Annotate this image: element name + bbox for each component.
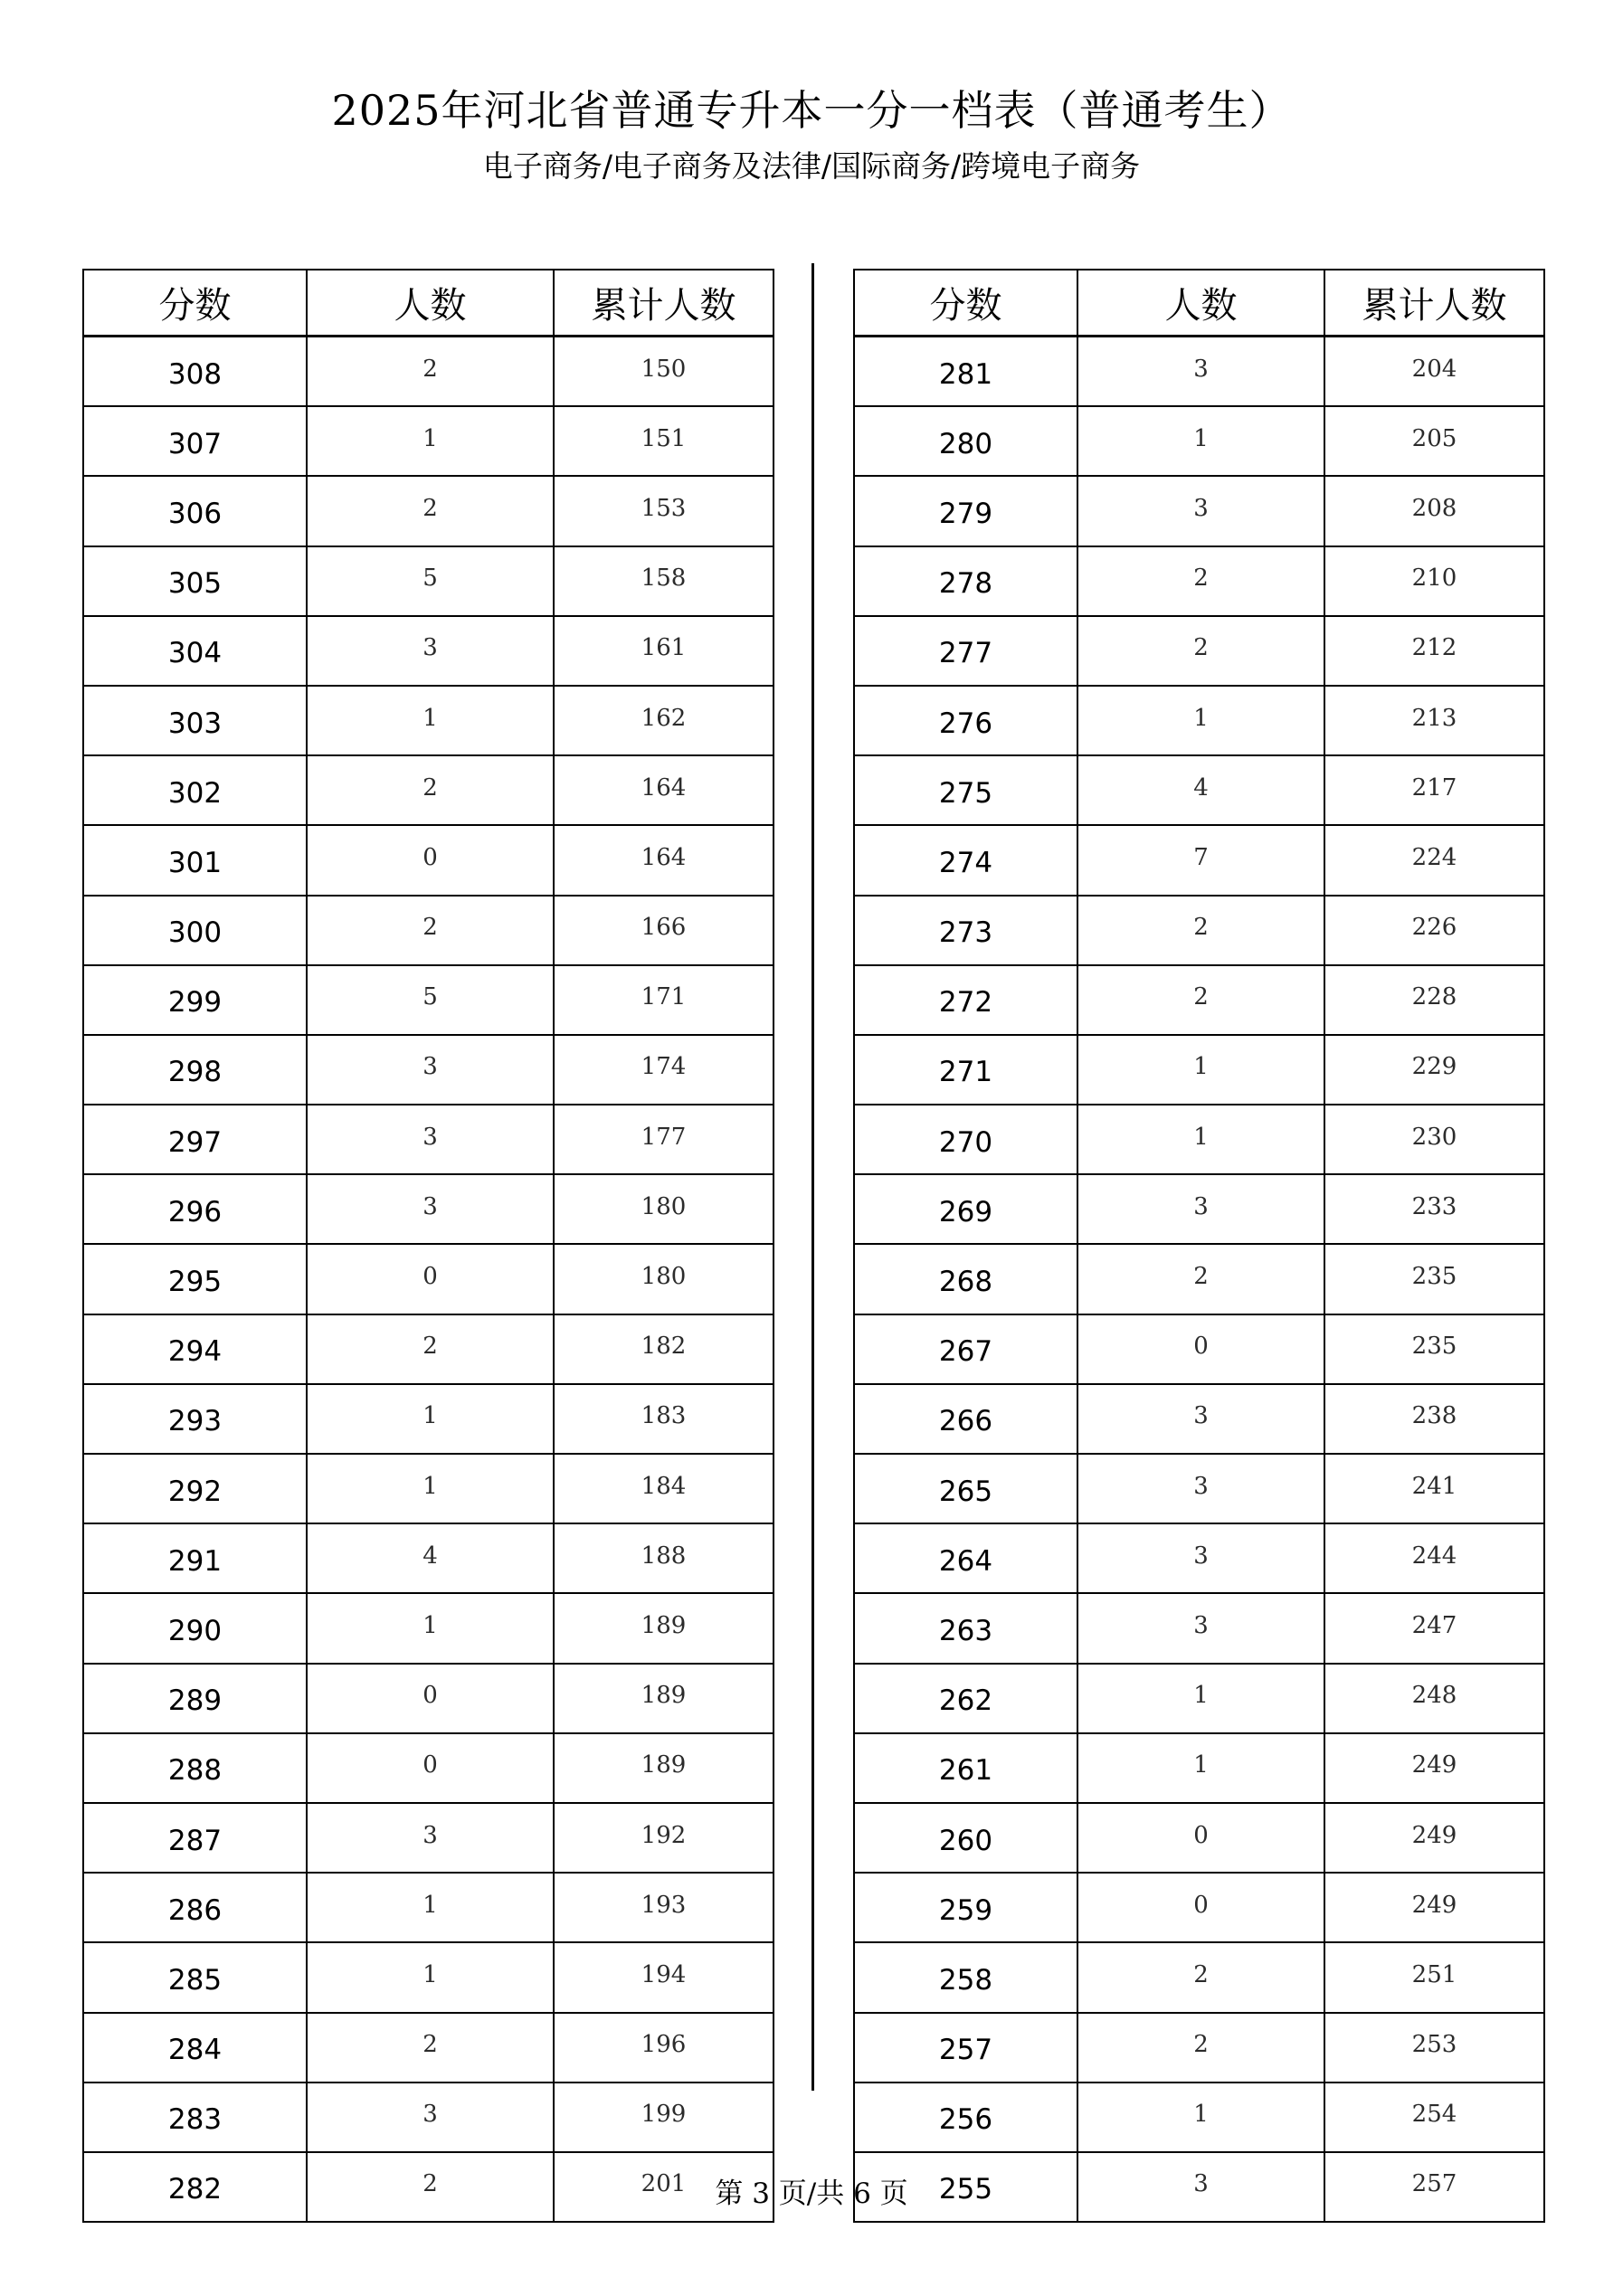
cell-cumulative: 180 [554,1244,774,1314]
cell-cumulative: 212 [1324,616,1544,686]
cell-score: 299 [83,965,307,1035]
cell-count: 3 [307,1803,554,1873]
cell-score: 293 [83,1384,307,1454]
cell-score: 278 [854,546,1077,616]
table-row [854,337,1544,407]
table-row [854,476,1544,546]
cell-score: 273 [854,896,1077,965]
table-row [854,2013,1544,2083]
cell-cumulative: 150 [554,337,774,407]
cell-score: 302 [83,755,307,825]
cell-score: 264 [854,1523,1077,1593]
cell-count: 1 [307,1384,554,1454]
cell-cumulative: 192 [554,1803,774,1873]
cell-score: 287 [83,1803,307,1873]
cell-cumulative: 226 [1324,896,1544,965]
table-row [83,1105,774,1174]
cell-cumulative: 204 [1324,337,1544,407]
cell-cumulative: 193 [554,1873,774,1942]
cell-score: 304 [83,616,307,686]
cell-score: 270 [854,1105,1077,1174]
cell-score: 289 [83,1664,307,1733]
table-row [854,1035,1544,1105]
table-row [83,965,774,1035]
table-row [854,686,1544,755]
table-row [83,2083,774,2152]
table-row [854,755,1544,825]
cell-score: 308 [83,337,307,407]
page-title: 2025年河北省普通专升本一分一档表（普通考生） [331,86,1292,135]
cell-cumulative: 217 [1324,755,1544,825]
cell-count: 2 [307,476,554,546]
cell-count: 3 [1077,2152,1324,2222]
cell-count: 3 [1077,1454,1324,1523]
header-count: 人数 [1077,270,1324,337]
cell-cumulative: 164 [554,755,774,825]
cell-count: 3 [307,1035,554,1105]
cell-cumulative: 208 [1324,476,1544,546]
table-row [83,616,774,686]
cell-count: 3 [307,1174,554,1244]
cell-count: 1 [1077,1035,1324,1105]
cell-score: 266 [854,1384,1077,1454]
cell-score: 280 [854,406,1077,476]
cell-cumulative: 249 [1324,1733,1544,1803]
table-row [854,825,1544,895]
cell-cumulative: 194 [554,1942,774,2012]
cell-count: 1 [1077,1105,1324,1174]
header-score: 分数 [83,270,307,337]
cell-cumulative: 171 [554,965,774,1035]
table-row [854,1942,1544,2012]
cell-score: 277 [854,616,1077,686]
header-cumulative: 累计人数 [554,270,774,337]
cell-count: 1 [307,1454,554,1523]
cell-cumulative: 249 [1324,1873,1544,1942]
table-row [854,1733,1544,1803]
cell-count: 2 [1077,1942,1324,2012]
cell-cumulative: 244 [1324,1523,1544,1593]
cell-cumulative: 230 [1324,1105,1544,1174]
cell-score: 275 [854,755,1077,825]
cell-score: 269 [854,1174,1077,1244]
table-row [854,406,1544,476]
cell-count: 1 [307,1942,554,2012]
table-row [83,1244,774,1314]
table-row [854,896,1544,965]
table-row [854,1803,1544,1873]
cell-score: 296 [83,1174,307,1244]
cell-count: 0 [1077,1803,1324,1873]
table-row [854,1454,1544,1523]
cell-cumulative: 188 [554,1523,774,1593]
header-count: 人数 [307,270,554,337]
cell-count: 7 [1077,825,1324,895]
column-divider [812,263,814,2091]
table-row [83,406,774,476]
cell-count: 0 [1077,1314,1324,1384]
table-row [854,1314,1544,1384]
table-row [854,1105,1544,1174]
table-row [83,337,774,407]
cell-count: 1 [1077,686,1324,755]
cell-cumulative: 196 [554,2013,774,2083]
cell-count: 2 [1077,616,1324,686]
cell-cumulative: 249 [1324,1803,1544,1873]
cell-score: 298 [83,1035,307,1105]
cell-count: 1 [1077,1733,1324,1803]
cell-cumulative: 228 [1324,965,1544,1035]
cell-score: 294 [83,1314,307,1384]
cell-cumulative: 189 [554,1664,774,1733]
cell-cumulative: 213 [1324,686,1544,755]
cell-count: 2 [1077,546,1324,616]
cell-count: 0 [307,1733,554,1803]
cell-count: 3 [1077,1593,1324,1663]
cell-cumulative: 174 [554,1035,774,1105]
cell-count: 3 [1077,1174,1324,1244]
header-score: 分数 [854,270,1077,337]
cell-score: 286 [83,1873,307,1942]
cell-cumulative: 166 [554,896,774,965]
cell-score: 288 [83,1733,307,1803]
table-row [854,1244,1544,1314]
cell-cumulative: 251 [1324,1942,1544,2012]
cell-score: 261 [854,1733,1077,1803]
cell-cumulative: 224 [1324,825,1544,895]
table-row [854,616,1544,686]
cell-count: 3 [1077,1523,1324,1593]
cell-cumulative: 161 [554,616,774,686]
cell-score: 290 [83,1593,307,1663]
table-row [83,1174,774,1244]
page-subtitle: 电子商务/电子商务及法律/国际商务/跨境电子商务 [482,148,1141,184]
cell-count: 1 [307,686,554,755]
table-header-row [83,270,774,337]
score-table-left [82,269,774,2223]
cell-count: 1 [1077,1664,1324,1733]
cell-score: 262 [854,1664,1077,1733]
cell-cumulative: 180 [554,1174,774,1244]
header-cumulative: 累计人数 [1324,270,1544,337]
cell-score: 279 [854,476,1077,546]
cell-count: 2 [1077,965,1324,1035]
cell-count: 2 [307,896,554,965]
cell-count: 2 [307,2013,554,2083]
cell-count: 2 [307,1314,554,1384]
cell-count: 2 [1077,896,1324,965]
table-row [83,1384,774,1454]
cell-count: 2 [1077,2013,1324,2083]
cell-cumulative: 182 [554,1314,774,1384]
cell-score: 295 [83,1244,307,1314]
cell-cumulative: 210 [1324,546,1544,616]
cell-cumulative: 235 [1324,1314,1544,1384]
cell-count: 1 [1077,406,1324,476]
table-row [854,1873,1544,1942]
cell-count: 1 [1077,2083,1324,2152]
cell-count: 3 [307,616,554,686]
cell-score: 256 [854,2083,1077,2152]
table-row [83,1314,774,1384]
cell-score: 283 [83,2083,307,2152]
cell-score: 271 [854,1035,1077,1105]
cell-score: 291 [83,1523,307,1593]
cell-cumulative: 241 [1324,1454,1544,1523]
cell-count: 3 [307,2083,554,2152]
cell-cumulative: 189 [554,1593,774,1663]
cell-count: 0 [307,825,554,895]
cell-cumulative: 253 [1324,2013,1544,2083]
cell-count: 4 [307,1523,554,1593]
cell-cumulative: 162 [554,686,774,755]
cell-score: 259 [854,1873,1077,1942]
cell-score: 307 [83,406,307,476]
table-row [854,2083,1544,2152]
cell-count: 1 [307,1593,554,1663]
table-row [854,1174,1544,1244]
table-row [854,965,1544,1035]
table-row [83,1733,774,1803]
table-row [83,2013,774,2083]
table-row [83,1803,774,1873]
cell-cumulative: 199 [554,2083,774,2152]
table-body-right [854,337,1544,2223]
cell-score: 265 [854,1454,1077,1523]
table-row [83,476,774,546]
cell-score: 258 [854,1942,1077,2012]
cell-cumulative: 238 [1324,1384,1544,1454]
cell-score: 297 [83,1105,307,1174]
table-row [83,1873,774,1942]
cell-score: 285 [83,1942,307,2012]
table-row [83,1593,774,1663]
cell-cumulative: 153 [554,476,774,546]
cell-cumulative: 158 [554,546,774,616]
table-row [854,1664,1544,1733]
table-header-row [854,270,1544,337]
cell-count: 5 [307,965,554,1035]
cell-score: 257 [854,2013,1077,2083]
cell-cumulative: 177 [554,1105,774,1174]
cell-score: 260 [854,1803,1077,1873]
cell-count: 3 [1077,1384,1324,1454]
cell-cumulative: 257 [1324,2152,1544,2222]
cell-count: 3 [1077,337,1324,407]
table-row [83,896,774,965]
cell-score: 276 [854,686,1077,755]
table-row [83,1664,774,1733]
cell-score: 300 [83,896,307,965]
cell-count: 2 [307,755,554,825]
table-row [83,1523,774,1593]
cell-score: 306 [83,476,307,546]
table-row [83,755,774,825]
cell-count: 2 [307,2152,554,2222]
cell-count: 0 [307,1244,554,1314]
table-row [854,546,1544,616]
cell-score: 272 [854,965,1077,1035]
cell-cumulative: 189 [554,1733,774,1803]
cell-count: 4 [1077,755,1324,825]
cell-cumulative: 205 [1324,406,1544,476]
score-table-right [853,269,1545,2223]
cell-score: 274 [854,825,1077,895]
cell-score: 284 [83,2013,307,2083]
cell-cumulative: 247 [1324,1593,1544,1663]
cell-score: 292 [83,1454,307,1523]
cell-score: 267 [854,1314,1077,1384]
cell-count: 0 [307,1664,554,1733]
cell-count: 2 [307,337,554,407]
table-row [83,1454,774,1523]
cell-count: 3 [307,1105,554,1174]
table-row [854,1523,1544,1593]
cell-score: 303 [83,686,307,755]
table-row [83,1942,774,2012]
cell-score: 281 [854,337,1077,407]
cell-count: 2 [1077,1244,1324,1314]
cell-count: 1 [307,1873,554,1942]
table-row [83,1035,774,1105]
cell-cumulative: 183 [554,1384,774,1454]
table-row [83,546,774,616]
table-row [83,825,774,895]
table-row [854,1593,1544,1663]
cell-count: 5 [307,546,554,616]
cell-cumulative: 233 [1324,1174,1544,1244]
cell-cumulative: 248 [1324,1664,1544,1733]
cell-count: 0 [1077,1873,1324,1942]
cell-cumulative: 164 [554,825,774,895]
cell-cumulative: 201 [554,2152,774,2222]
table-row [854,1384,1544,1454]
cell-cumulative: 254 [1324,2083,1544,2152]
cell-count: 3 [1077,476,1324,546]
cell-cumulative: 229 [1324,1035,1544,1105]
cell-score: 282 [83,2152,307,2222]
cell-score: 305 [83,546,307,616]
table-row [83,686,774,755]
cell-score: 255 [854,2152,1077,2222]
cell-score: 301 [83,825,307,895]
page-footer: 第 3 页/共 6 页 [715,2177,908,2210]
table-body-left [83,337,774,2223]
cell-count: 1 [307,406,554,476]
cell-score: 263 [854,1593,1077,1663]
cell-cumulative: 151 [554,406,774,476]
cell-cumulative: 235 [1324,1244,1544,1314]
cell-cumulative: 184 [554,1454,774,1523]
cell-score: 268 [854,1244,1077,1314]
